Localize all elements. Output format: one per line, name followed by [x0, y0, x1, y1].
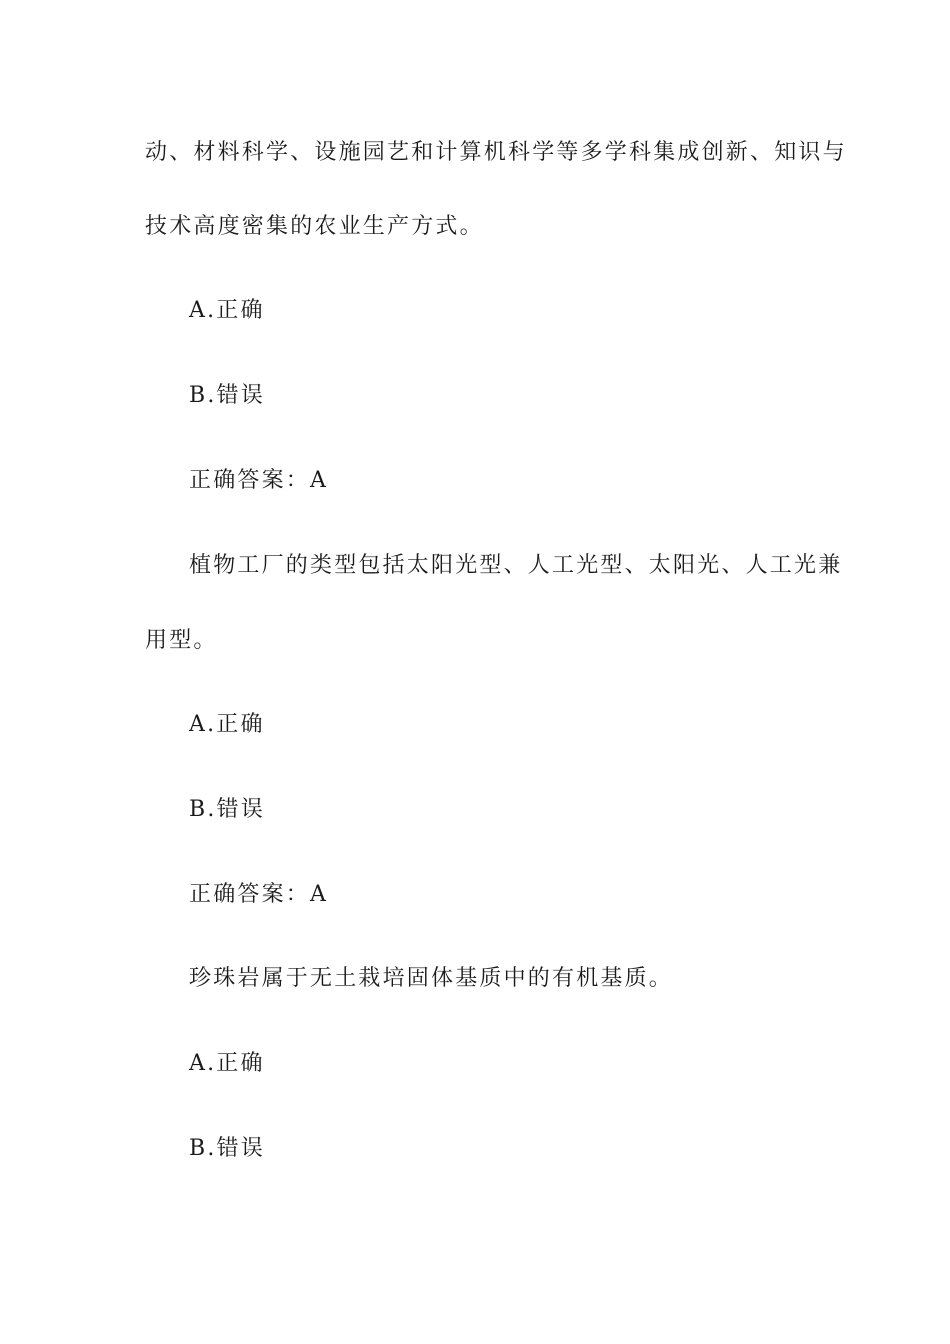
question-2-stem-line-1: 植物工厂的类型包括太阳光型、人工光型、太阳光、人工光兼 [189, 553, 843, 578]
question-1-option-b: B.错误 [189, 383, 265, 408]
question-1-answer: 正确答案：A [189, 468, 329, 493]
question-1-option-a: A.正确 [189, 298, 265, 323]
question-2-stem-line-2: 用型。 [145, 628, 218, 653]
question-3-option-b: B.错误 [189, 1136, 265, 1161]
question-1-stem-line-2: 技术高度密集的农业生产方式。 [145, 214, 484, 239]
question-2-option-b: B.错误 [189, 797, 265, 822]
question-2-answer: 正确答案：A [189, 882, 329, 907]
question-1-stem-line-1: 动、材料科学、设施园艺和计算机科学等多学科集成创新、知识与 [145, 140, 847, 165]
question-3-stem-line-1: 珍珠岩属于无土栽培固体基质中的有机基质。 [189, 966, 674, 991]
question-3-option-a: A.正确 [189, 1051, 265, 1076]
question-2-option-a: A.正确 [189, 712, 265, 737]
